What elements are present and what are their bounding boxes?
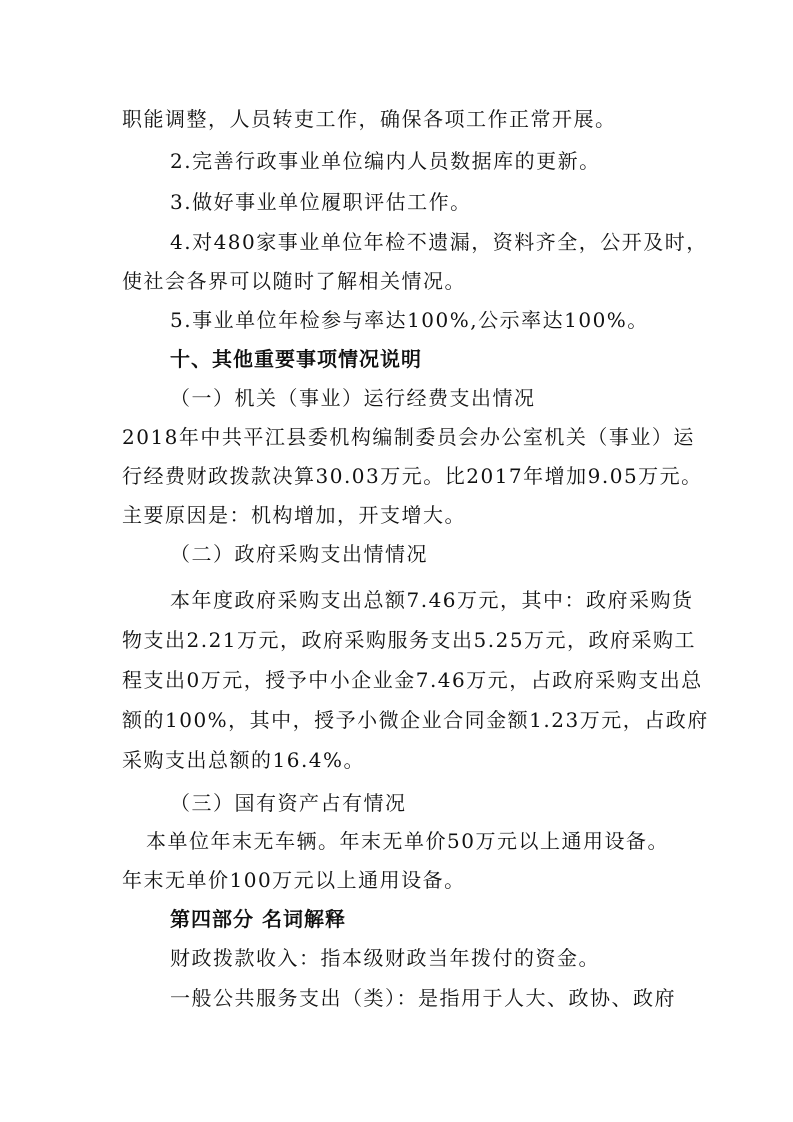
list-item-2: 2.完善行政事业单位编内人员数据库的更新。 <box>170 149 601 173</box>
paragraph-line: 本年度政府采购支出总额7.46万元，其中：政府采购货 <box>170 588 694 612</box>
paragraph-line: 额的100%，其中，授予小微企业合同金额1.23万元，占政府 <box>122 708 709 732</box>
paragraph-line: 程支出0万元，授予中小企业金7.46万元，占政府采购支出总 <box>122 668 703 692</box>
paragraph-line: 主要原因是：机构增加，开支增大。 <box>122 503 466 527</box>
list-item-4: 4.对480家事业单位年检不遗漏，资料齐全，公开及时， <box>170 230 708 254</box>
section-heading-10: 十、其他重要事项情况说明 <box>170 347 422 371</box>
paragraph-line: 2018年中共平江县委机构编制委员会办公室机关（事业）运 <box>122 425 695 449</box>
subsection-heading-1: （一）机关（事业）运行经费支出情况 <box>170 386 536 410</box>
definition-line: 财政拨款收入：指本级财政当年拨付的资金。 <box>170 946 600 970</box>
paragraph-line: 年末无单价100万元以上通用设备。 <box>122 868 466 892</box>
part-heading-4: 第四部分 名词解释 <box>170 907 346 931</box>
paragraph-line: 本单位年末无车辆。年末无单价50万元以上通用设备。 <box>146 829 669 853</box>
paragraph-line: 物支出2.21万元，政府采购服务支出5.25万元，政府采购工 <box>122 628 697 652</box>
list-item-5: 5.事业单位年检参与率达100%,公示率达100%。 <box>170 308 649 332</box>
list-item-3: 3.做好事业单位履职评估工作。 <box>170 190 472 214</box>
definition-line: 一般公共服务支出（类）：是指用于人大、政协、政府 <box>170 986 676 1010</box>
paragraph-line: 采购支出总额的16.4%。 <box>122 748 366 772</box>
subsection-heading-3: （三）国有资产占有情况 <box>170 791 407 815</box>
paragraph-line: 行经费财政拨款决算30.03万元。比2017年增加9.05万元。 <box>122 464 703 488</box>
subsection-heading-2: （二）政府采购支出情情况 <box>170 542 428 566</box>
paragraph-line: 职能调整，人员转吏工作，确保各项工作正常开展。 <box>122 107 617 131</box>
list-item-4-continued: 使社会各界可以随时了解相关情况。 <box>122 269 466 293</box>
